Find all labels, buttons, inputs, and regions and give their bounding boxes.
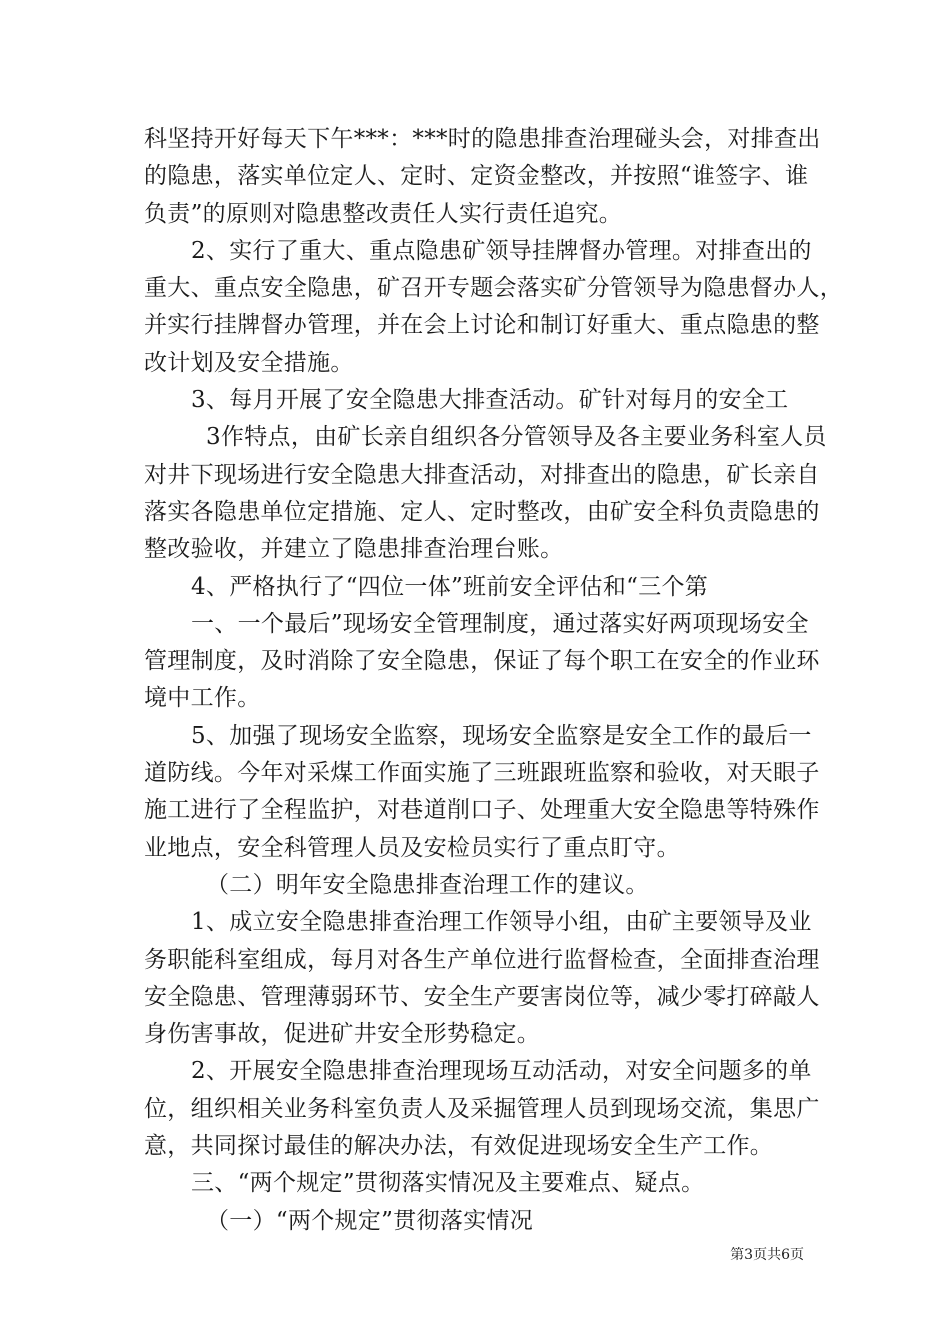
text-line-1: 科坚持开好每天下午***：***时的隐患排查治理碰头会，对排查出 (144, 126, 821, 152)
text-line-15: 管理制度，及时消除了安全隐患，保证了每个职工在安全的作业环 (144, 648, 820, 675)
document-body (144, 121, 843, 1240)
text-line-30: （一）“两个规定”贯彻落实情况 (206, 1207, 534, 1234)
text-line-22: 1、成立安全隐患排查治理工作领导小组，由矿主要领导及业 (191, 909, 812, 936)
text-line-13: 4、严格执行了“四位一体”班前安全评估和“三个第 (191, 573, 709, 600)
text-line-29: 三、“两个规定”贯彻落实情况及主要难点、疑点。 (191, 1170, 705, 1197)
text-line-19: 施工进行了全程监护，对巷道削口子、处理重大安全隐患等特殊作 (144, 797, 820, 824)
text-line-20: 业地点，安全科管理人员及安检员实行了重点盯守。 (144, 834, 680, 861)
text-line-23: 务职能科室组成，每月对各生产单位进行监督检查，全面排查治理 (144, 946, 820, 973)
text-line-6: 并实行挂牌督办管理，并在会上讨论和制订好重大、重点隐患的整 (144, 312, 820, 339)
text-line-21: （二）明年安全隐患排查治理工作的建议。 (206, 871, 649, 898)
text-line-11: 落实各隐患单位定措施、定人、定时整改，由矿安全科负责隐患的 (144, 498, 820, 525)
text-line-3: 负责”的原则对隐患整改责任人实行责任追究。 (144, 200, 623, 227)
text-line-26: 2、开展安全隐患排查治理现场互动活动，对安全问题多的单 (191, 1058, 812, 1085)
text-line-28: 意，共同探讨最佳的解决办法，有效促进现场安全生产工作。 (144, 1133, 774, 1160)
text-line-5: 重大、重点安全隐患，矿召开专题会落实矿分管领导为隐患督办人， (144, 275, 843, 302)
text-line-25: 身伤害事故，促进矿井安全形势稳定。 (144, 1021, 541, 1048)
text-line-10: 对井下现场进行安全隐患大排查活动，对排查出的隐患，矿长亲自 (144, 461, 820, 488)
text-line-14: 一、一个最后”现场安全管理制度，通过落实好两项现场安全 (191, 610, 809, 637)
text-line-24: 安全隐患、管理薄弱环节、安全生产要害岗位等，减少零打碎敲人 (144, 983, 820, 1010)
text-line-8: 3、每月开展了安全隐患大排查活动。矿针对每月的安全工 (191, 387, 789, 414)
text-line-2: 的隐患，落实单位定人、定时、定资金整改，并按照“谁签字、谁 (144, 163, 809, 190)
text-line-17: 5、加强了现场安全监察，现场安全监察是安全工作的最后一 (191, 722, 812, 749)
page-number-footer: 第3页共6页 (730, 1247, 804, 1263)
text-line-12: 整改验收，并建立了隐患排查治理台账。 (144, 536, 564, 563)
text-line-18: 道防线。今年对采煤工作面实施了三班跟班监察和验收，对天眼子 (144, 760, 820, 787)
text-line-9: 3作特点，由矿长亲自组织各分管领导及各主要业务科室人员 (206, 424, 827, 451)
text-line-27: 位，组织相关业务科室负责人及采掘管理人员到现场交流，集思广 (144, 1095, 820, 1122)
text-line-16: 境中工作。 (144, 685, 261, 712)
text-line-7: 改计划及安全措施。 (144, 349, 354, 376)
text-line-4: 2、实行了重大、重点隐患矿领导挂牌督办管理。对排查出的 (191, 237, 812, 264)
